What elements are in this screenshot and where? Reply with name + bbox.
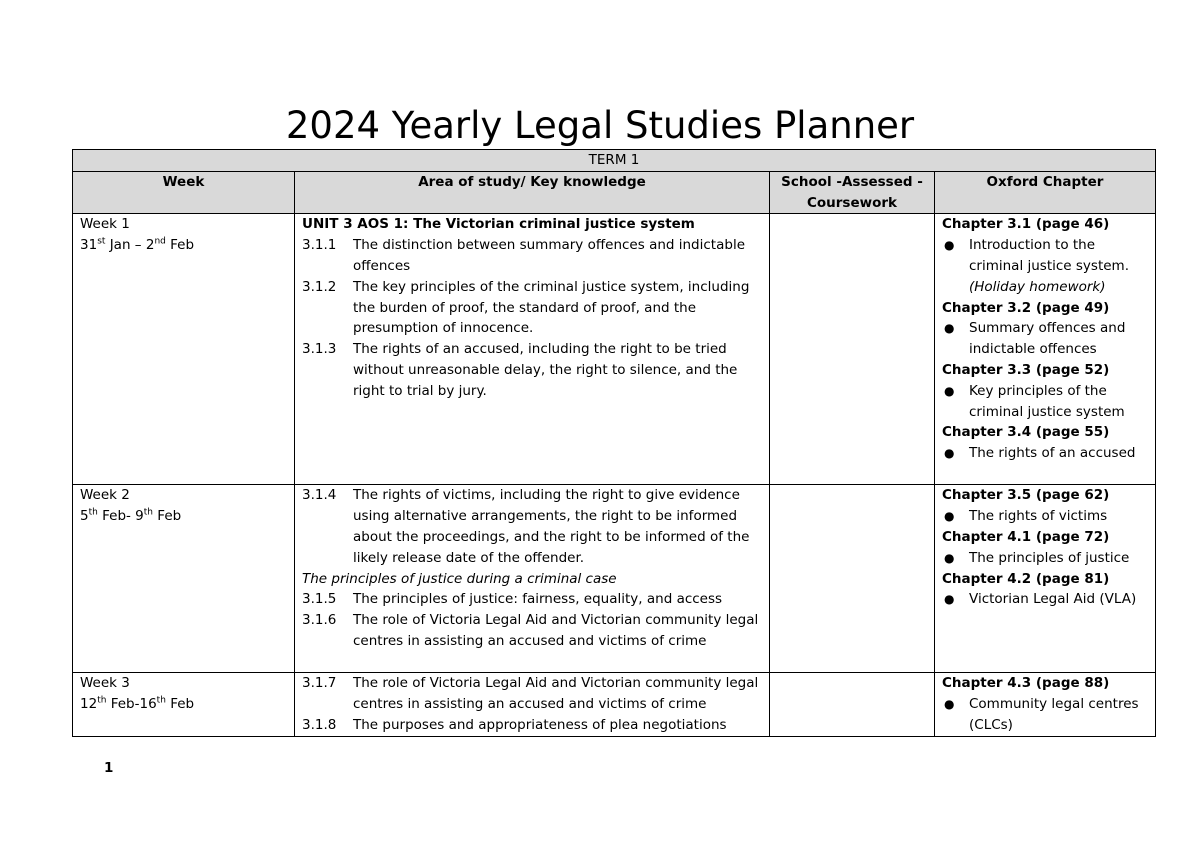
chapter-bullet: ● The rights of victims [942,506,1148,527]
list-item: 3.1.4 The rights of victims, including the right to give evidence using alternative arrangements, the right to be informed about the proceedings, and the right to be informed of the likely release date of the offender. [302,487,750,566]
header-row [73,171,1156,214]
area-cell [295,485,770,673]
chapter-title: Chapter 4.2 (page 81) [942,570,1110,587]
term-row [73,150,1156,172]
header-week: Week [73,171,295,214]
list-item: 3.1.2 The key principles of the criminal justice system, including the burden of proof, the standard of proof, and the presumption of innocence. [302,278,750,337]
week-cell [73,214,295,485]
list-item: 3.1.5 The principles of justice: fairness, equality, and access [302,591,723,608]
week-label: Week 3 [80,675,130,692]
week-dates: 31st Jan – 2nd Feb [80,236,195,254]
header-area: Area of study/ Key knowledge [295,171,770,214]
chapter-title: Chapter 3.5 (page 62) [942,487,1110,504]
coursework-cell [770,214,935,485]
chapter-cell [935,214,1156,485]
area-cell [295,214,770,485]
week-label: Week 2 [80,487,130,504]
page-number: 1 [104,760,114,776]
week-cell [73,485,295,673]
bullet-icon: ● [944,509,955,524]
list-item: 3.1.3 The rights of an accused, including the right to be tried without unreasonable delay, the right to silence, and the right to trial by jury. [302,341,738,399]
chapter-bullet: ● Introduction to the criminal justice system. (Holiday homework) [942,235,1148,297]
header-school: School -Assessed - Coursework [770,171,935,214]
table-row [73,673,1156,736]
week-dates: 12th Feb-16th Feb [80,695,195,713]
chapter-bullet: ● The rights of an accused [942,443,1148,464]
term-label: TERM 1 [73,150,1156,172]
list-item: 3.1.6 The role of Victoria Legal Aid and Victorian community legal centres in assisting an accused and victims of crime [302,612,759,649]
list-item: 3.1.1 The distinction between summary offences and indictable offences [302,237,745,274]
chapter-title: Chapter 3.1 (page 46) [942,216,1110,233]
chapter-title: Chapter 4.3 (page 88) [942,675,1110,692]
chapter-bullet: ● Victorian Legal Aid (VLA) [942,589,1148,610]
bullet-icon: ● [944,697,955,712]
bullet-icon: ● [944,550,955,565]
list-item: 3.1.8 The purposes and appropriateness of plea negotiations [302,716,727,733]
chapter-bullet: ● Key principles of the criminal justice system [942,381,1148,423]
week-cell [73,673,295,736]
table-row [73,485,1156,673]
bullet-icon: ● [944,592,955,607]
table-row [73,214,1156,485]
chapter-title: Chapter 3.3 (page 52) [942,361,1110,378]
chapter-bullet: ● The principles of justice [942,548,1148,569]
unit-heading: UNIT 3 AOS 1: The Victorian criminal justice system [302,216,695,233]
week-label: Week 1 [80,216,130,233]
bullet-icon: ● [944,383,955,398]
chapter-title: Chapter 3.2 (page 49) [942,299,1110,316]
planner-table [72,149,1156,737]
page-title: 2024 Yearly Legal Studies Planner [285,104,915,147]
chapter-title: Chapter 4.1 (page 72) [942,528,1110,545]
chapter-cell [935,673,1156,736]
chapter-bullet: ● Summary offences and indictable offences [942,318,1148,360]
bullet-icon: ● [944,446,955,461]
chapter-cell [935,485,1156,673]
section-subheading: The principles of justice during a criminal case [302,570,617,587]
area-cell [295,673,770,736]
week-dates: 5th Feb- 9th Feb [80,507,182,525]
bullet-icon: ● [944,238,955,253]
chapter-bullet: ● Community legal centres (CLCs) [942,694,1148,736]
coursework-cell [770,673,935,736]
coursework-cell [770,485,935,673]
bullet-icon: ● [944,321,955,336]
chapter-title: Chapter 3.4 (page 55) [942,424,1110,441]
list-item: 3.1.7 The role of Victoria Legal Aid and Victorian community legal centres in assisting an accused and victims of crime [302,675,759,713]
header-oxford: Oxford Chapter [935,171,1156,214]
